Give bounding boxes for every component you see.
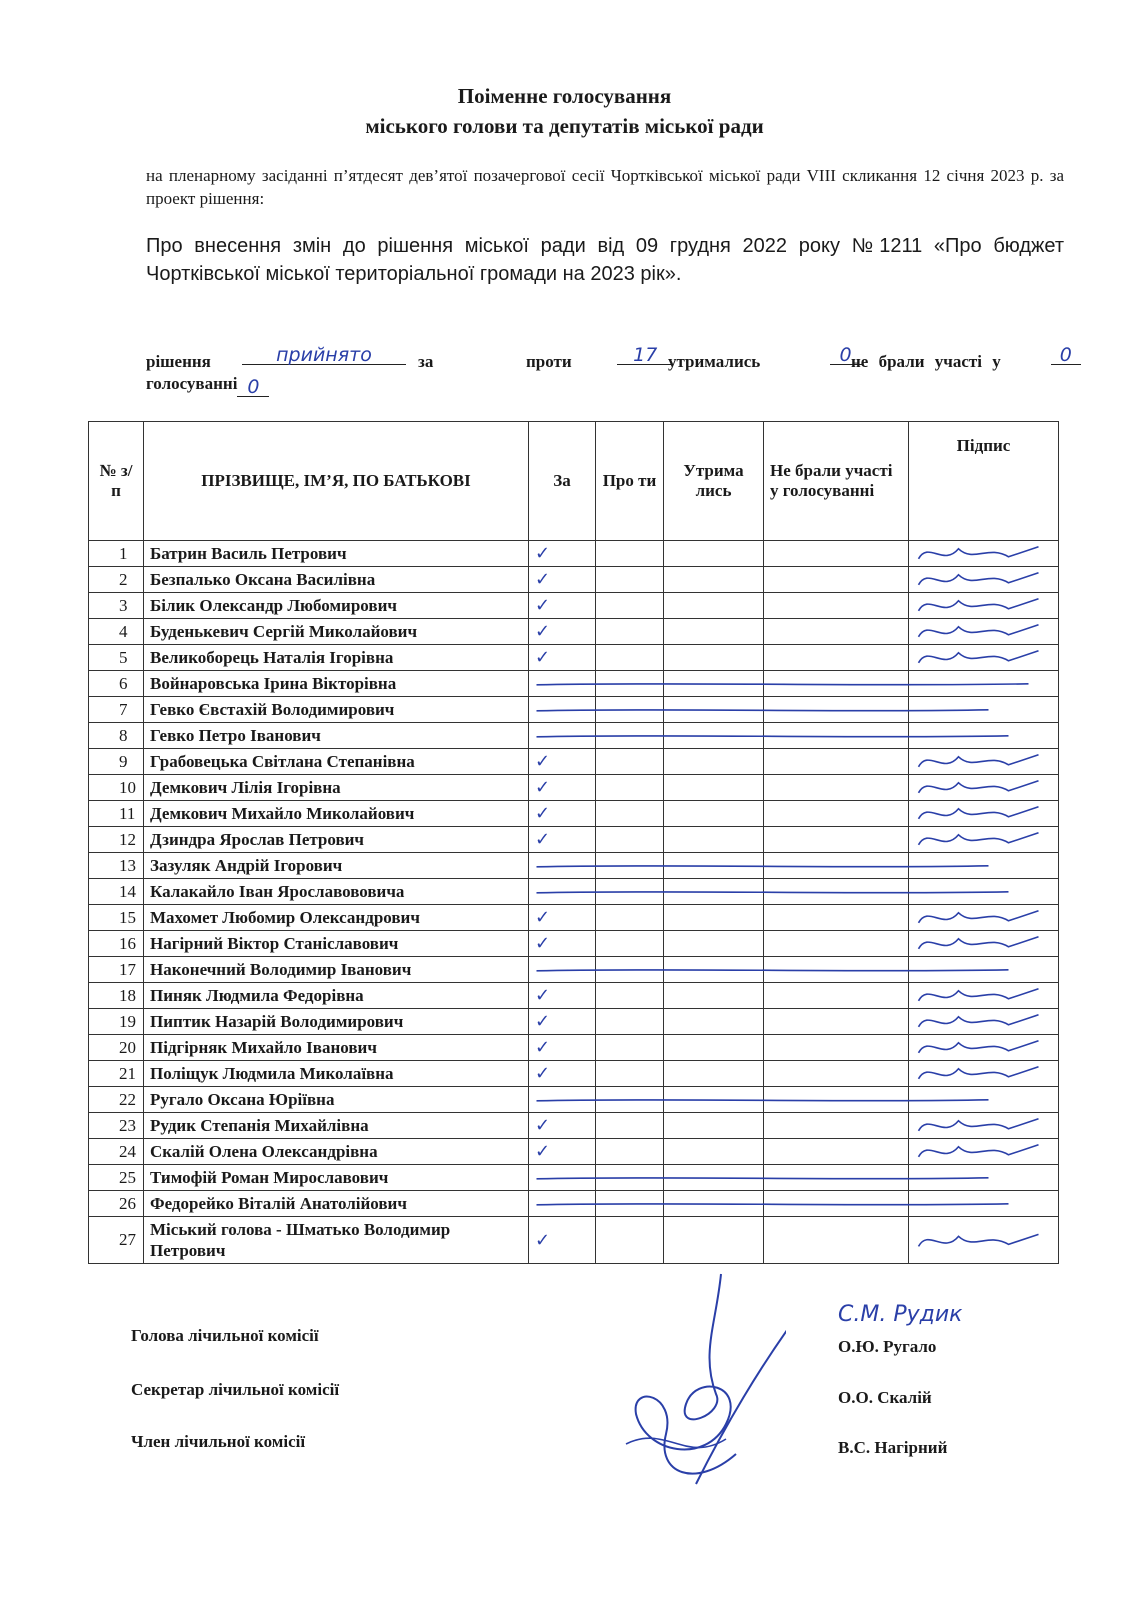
row-fullname: Войнаровська Ірина Вікторівна [144, 671, 529, 697]
row-fullname: Гевко Петро Іванович [144, 723, 529, 749]
table-row [89, 645, 1059, 671]
row-vote-abstained [664, 1165, 764, 1191]
row-fullname: Гевко Євстахій Володимирович [144, 697, 529, 723]
row-not-voted [764, 775, 909, 801]
row-vote-against [596, 775, 664, 801]
row-fullname: Тимофій Роман Мирославович [144, 1165, 529, 1191]
row-signature [909, 1061, 1059, 1087]
abstained-label: утримались [668, 352, 761, 371]
row-vote-abstained [664, 541, 764, 567]
row-vote-for [529, 697, 596, 723]
check-mark-icon: ✓ [535, 751, 551, 772]
header-not-voted: Не брали участі у голосуванні [764, 422, 909, 541]
row-number: 17 [89, 957, 144, 983]
row-vote-against [596, 1087, 664, 1113]
not-voted-label-2: голосуванні [146, 374, 238, 393]
session-intro: на пленарному засіданні п’ятдесят дев’ятої позачергової сесії Чортківської міської ради VIII скликання 12 січня 2023 р. за проект рішення: [146, 166, 1064, 208]
row-not-voted [764, 1087, 909, 1113]
row-vote-abstained [664, 827, 764, 853]
row-number: 26 [89, 1191, 144, 1217]
row-number: 7 [89, 697, 144, 723]
check-mark-icon: ✓ [535, 569, 551, 590]
row-vote-against [596, 1165, 664, 1191]
against-count: 0 [839, 344, 852, 366]
row-number: 19 [89, 1009, 144, 1035]
table-row [89, 879, 1059, 905]
row-not-voted [764, 827, 909, 853]
row-vote-for [529, 749, 596, 775]
row-fullname: Ругало Оксана Юріївна [144, 1087, 529, 1113]
row-vote-for [529, 671, 596, 697]
check-mark-icon: ✓ [535, 595, 551, 616]
row-vote-abstained [664, 593, 764, 619]
row-not-voted [764, 931, 909, 957]
row-fullname: Безпалько Оксана Василівна [144, 567, 529, 593]
row-not-voted [764, 957, 909, 983]
row-signature [909, 1035, 1059, 1061]
row-number: 12 [89, 827, 144, 853]
result-line [146, 344, 1072, 374]
row-signature [909, 1217, 1059, 1264]
row-signature [909, 567, 1059, 593]
row-vote-abstained [664, 853, 764, 879]
table-row [89, 905, 1059, 931]
row-vote-against [596, 645, 664, 671]
row-fullname: Білик Олександр Любомирович [144, 593, 529, 619]
table-row [89, 853, 1059, 879]
row-fullname: Пиптик Назарій Володимирович [144, 1009, 529, 1035]
table-header-row [89, 422, 1059, 541]
check-mark-icon: ✓ [535, 777, 551, 798]
row-fullname: Батрин Василь Петрович [144, 541, 529, 567]
row-vote-abstained [664, 697, 764, 723]
check-mark-icon: ✓ [535, 1037, 551, 1058]
row-vote-abstained [664, 1139, 764, 1165]
row-vote-abstained [664, 1191, 764, 1217]
roll-call-table [88, 421, 1059, 1264]
table-row [89, 1217, 1059, 1264]
row-not-voted [764, 1217, 909, 1264]
row-vote-against [596, 1035, 664, 1061]
not-voted-count-field [237, 376, 269, 397]
row-vote-for [529, 1191, 596, 1217]
not-voted-label: не брали участі у [851, 352, 1001, 371]
row-signature [909, 1009, 1059, 1035]
row-number: 21 [89, 1061, 144, 1087]
row-fullname: Великоборець Наталія Ігорівна [144, 645, 529, 671]
row-vote-for [529, 827, 596, 853]
document-page [6, 4, 1123, 1594]
table-row [89, 1035, 1059, 1061]
row-vote-abstained [664, 671, 764, 697]
check-mark-icon: ✓ [535, 1229, 551, 1251]
row-signature [909, 749, 1059, 775]
row-signature [909, 671, 1059, 697]
row-vote-for [529, 645, 596, 671]
row-vote-against [596, 567, 664, 593]
row-vote-against [596, 593, 664, 619]
row-number: 8 [89, 723, 144, 749]
row-vote-for [529, 905, 596, 931]
row-number: 18 [89, 983, 144, 1009]
row-not-voted [764, 879, 909, 905]
row-vote-abstained [664, 619, 764, 645]
table-row [89, 1061, 1059, 1087]
row-vote-for [529, 1165, 596, 1191]
row-not-voted [764, 1061, 909, 1087]
for-count: 17 [633, 344, 658, 366]
row-vote-for [529, 853, 596, 879]
check-mark-icon: ✓ [535, 647, 551, 668]
header-abstained: Утрима лись [664, 422, 764, 541]
row-not-voted [764, 723, 909, 749]
row-signature [909, 541, 1059, 567]
table-row [89, 1113, 1059, 1139]
row-not-voted [764, 541, 909, 567]
document-subtitle: міського голови та депутатів міської ради [365, 114, 764, 138]
abstained-count: 0 [1059, 344, 1072, 366]
row-vote-abstained [664, 723, 764, 749]
row-not-voted [764, 619, 909, 645]
against-label: проти [526, 352, 572, 371]
row-signature [909, 801, 1059, 827]
row-fullname: Дзиндра Ярослав Петрович [144, 827, 529, 853]
row-signature [909, 931, 1059, 957]
table-row [89, 723, 1059, 749]
row-number: 2 [89, 567, 144, 593]
not-voted-count: 0 [247, 376, 260, 398]
row-not-voted [764, 801, 909, 827]
row-vote-for [529, 983, 596, 1009]
row-signature [909, 1087, 1059, 1113]
row-vote-for [529, 775, 596, 801]
table-row [89, 957, 1059, 983]
check-mark-icon: ✓ [535, 1011, 551, 1032]
table-row [89, 697, 1059, 723]
row-signature [909, 593, 1059, 619]
table-row [89, 827, 1059, 853]
row-vote-for [529, 723, 596, 749]
row-vote-against [596, 801, 664, 827]
row-signature [909, 905, 1059, 931]
header-num: № з/п [89, 422, 144, 541]
row-fullname: Демкович Михайло Миколайович [144, 801, 529, 827]
row-vote-against [596, 619, 664, 645]
row-vote-for [529, 1009, 596, 1035]
row-vote-abstained [664, 775, 764, 801]
row-number: 22 [89, 1087, 144, 1113]
row-signature [909, 619, 1059, 645]
table-row [89, 1087, 1059, 1113]
row-not-voted [764, 853, 909, 879]
row-number: 10 [89, 775, 144, 801]
row-vote-for [529, 957, 596, 983]
row-vote-against [596, 853, 664, 879]
row-number: 13 [89, 853, 144, 879]
header-against: Про ти [596, 422, 664, 541]
row-fullname: Рудик Степанія Михайлівна [144, 1113, 529, 1139]
row-number: 27 [89, 1217, 144, 1264]
row-vote-abstained [664, 1217, 764, 1264]
row-vote-abstained [664, 1009, 764, 1035]
row-vote-abstained [664, 957, 764, 983]
row-vote-for [529, 1139, 596, 1165]
row-number: 20 [89, 1035, 144, 1061]
row-not-voted [764, 567, 909, 593]
row-number: 6 [89, 671, 144, 697]
row-number: 16 [89, 931, 144, 957]
row-number: 9 [89, 749, 144, 775]
row-not-voted [764, 1191, 909, 1217]
row-vote-against [596, 1061, 664, 1087]
row-vote-against [596, 541, 664, 567]
row-vote-against [596, 749, 664, 775]
row-number: 3 [89, 593, 144, 619]
commission-chair-label: Голова лічильної комісії [131, 1326, 319, 1345]
row-not-voted [764, 671, 909, 697]
row-vote-for [529, 567, 596, 593]
row-vote-abstained [664, 801, 764, 827]
row-signature [909, 853, 1059, 879]
row-vote-abstained [664, 1061, 764, 1087]
row-vote-for [529, 931, 596, 957]
check-mark-icon: ✓ [535, 621, 551, 642]
row-vote-abstained [664, 1035, 764, 1061]
table-row [89, 983, 1059, 1009]
row-vote-abstained [664, 983, 764, 1009]
table-row [89, 749, 1059, 775]
row-vote-for [529, 1113, 596, 1139]
row-signature [909, 957, 1059, 983]
row-not-voted [764, 983, 909, 1009]
row-signature [909, 1139, 1059, 1165]
header-name: ПРІЗВИЩЕ, ІМ’Я, ПО БАТЬКОВІ [144, 422, 529, 541]
row-fullname: Міський голова - Шматько Володимир Петрович [144, 1217, 529, 1264]
row-number: 1 [89, 541, 144, 567]
check-mark-icon: ✓ [535, 985, 551, 1006]
row-number: 24 [89, 1139, 144, 1165]
row-signature [909, 827, 1059, 853]
commission-member-name: В.С. Нагірний [838, 1438, 948, 1457]
row-vote-against [596, 983, 664, 1009]
for-count-field [617, 344, 673, 365]
commission-signatures-image [606, 1264, 786, 1504]
decision-value: прийнято [276, 344, 372, 366]
row-vote-against [596, 723, 664, 749]
row-fullname: Калакайло Іван Ярославововича [144, 879, 529, 905]
decision-value-field [242, 344, 406, 365]
row-number: 11 [89, 801, 144, 827]
row-vote-abstained [664, 749, 764, 775]
header-signature: Підпис [909, 422, 1059, 541]
row-vote-for [529, 593, 596, 619]
row-vote-against [596, 1191, 664, 1217]
document-title: Поіменне голосування [457, 84, 672, 108]
row-fullname: Пиняк Людмила Федорівна [144, 983, 529, 1009]
row-vote-for [529, 1087, 596, 1113]
row-vote-for [529, 879, 596, 905]
row-fullname: Зазуляк Андрій Ігорович [144, 853, 529, 879]
row-vote-against [596, 827, 664, 853]
draft-decision-subject: Про внесення змін до рішення міської ради від 09 грудня 2022 року №1211 «Про бюджет Чортківської міської територіальної громади на 2023 рік». [146, 235, 1064, 285]
row-fullname: Демкович Лілія Ігорівна [144, 775, 529, 801]
commission-secretary-label: Секретар лічильної комісії [131, 1380, 340, 1399]
row-not-voted [764, 1009, 909, 1035]
row-vote-abstained [664, 931, 764, 957]
row-number: 4 [89, 619, 144, 645]
table-row [89, 619, 1059, 645]
row-signature [909, 697, 1059, 723]
row-vote-for [529, 1035, 596, 1061]
table-row [89, 1009, 1059, 1035]
row-vote-for [529, 1061, 596, 1087]
row-vote-against [596, 1139, 664, 1165]
row-signature [909, 983, 1059, 1009]
row-signature [909, 1191, 1059, 1217]
table-row [89, 593, 1059, 619]
row-vote-against [596, 905, 664, 931]
decision-label: рішення [146, 352, 211, 371]
row-fullname: Нагірний Віктор Станіславович [144, 931, 529, 957]
row-vote-abstained [664, 645, 764, 671]
row-signature [909, 723, 1059, 749]
row-signature [909, 1113, 1059, 1139]
check-mark-icon: ✓ [535, 543, 551, 564]
row-vote-against [596, 931, 664, 957]
row-fullname: Поліщук Людмила Миколаївна [144, 1061, 529, 1087]
table-row [89, 1191, 1059, 1217]
table-row [89, 541, 1059, 567]
table-row [89, 931, 1059, 957]
row-vote-against [596, 697, 664, 723]
for-label: за [418, 352, 434, 371]
result-line-2 [146, 374, 269, 397]
row-vote-abstained [664, 567, 764, 593]
commission-secretary-name: О.О. Скалій [838, 1388, 932, 1407]
row-number: 5 [89, 645, 144, 671]
check-mark-icon: ✓ [535, 1063, 551, 1084]
row-fullname: Підгірняк Михайло Іванович [144, 1035, 529, 1061]
row-fullname: Махомет Любомир Олександрович [144, 905, 529, 931]
row-vote-abstained [664, 905, 764, 931]
row-vote-against [596, 1113, 664, 1139]
row-vote-abstained [664, 879, 764, 905]
row-fullname: Буденькевич Сергій Миколайович [144, 619, 529, 645]
check-mark-icon: ✓ [535, 933, 551, 954]
row-number: 25 [89, 1165, 144, 1191]
table-row [89, 801, 1059, 827]
row-number: 15 [89, 905, 144, 931]
row-not-voted [764, 905, 909, 931]
header-for: За [529, 422, 596, 541]
row-not-voted [764, 1165, 909, 1191]
row-not-voted [764, 1113, 909, 1139]
row-vote-for [529, 801, 596, 827]
table-row [89, 567, 1059, 593]
row-vote-against [596, 879, 664, 905]
row-fullname: Федорейко Віталій Анатолійович [144, 1191, 529, 1217]
check-mark-icon: ✓ [535, 1141, 551, 1162]
row-not-voted [764, 645, 909, 671]
row-number: 23 [89, 1113, 144, 1139]
abstained-count-field [1051, 344, 1081, 365]
row-not-voted [764, 749, 909, 775]
row-vote-for [529, 619, 596, 645]
row-number: 14 [89, 879, 144, 905]
row-vote-abstained [664, 1087, 764, 1113]
handwritten-note: С.М. Рудик [838, 1302, 963, 1327]
row-vote-against [596, 1217, 664, 1264]
row-signature [909, 645, 1059, 671]
check-mark-icon: ✓ [535, 907, 551, 928]
row-not-voted [764, 1139, 909, 1165]
table-row [89, 775, 1059, 801]
row-vote-against [596, 671, 664, 697]
row-vote-for [529, 1217, 596, 1264]
row-not-voted [764, 593, 909, 619]
row-fullname: Наконечний Володимир Іванович [144, 957, 529, 983]
row-signature [909, 879, 1059, 905]
commission-chair-name: О.Ю. Ругало [838, 1337, 937, 1356]
row-not-voted [764, 697, 909, 723]
row-vote-against [596, 1009, 664, 1035]
row-fullname: Скалій Олена Олександрівна [144, 1139, 529, 1165]
row-fullname: Грабовецька Світлана Степанівна [144, 749, 529, 775]
commission-member-label: Член лічильної комісії [131, 1432, 306, 1451]
table-row [89, 1165, 1059, 1191]
table-row [89, 1139, 1059, 1165]
row-signature [909, 1165, 1059, 1191]
row-vote-for [529, 541, 596, 567]
row-vote-abstained [664, 1113, 764, 1139]
check-mark-icon: ✓ [535, 803, 551, 824]
row-signature [909, 775, 1059, 801]
check-mark-icon: ✓ [535, 1115, 551, 1136]
row-vote-against [596, 957, 664, 983]
row-not-voted [764, 1035, 909, 1061]
table-row [89, 671, 1059, 697]
check-mark-icon: ✓ [535, 829, 551, 850]
